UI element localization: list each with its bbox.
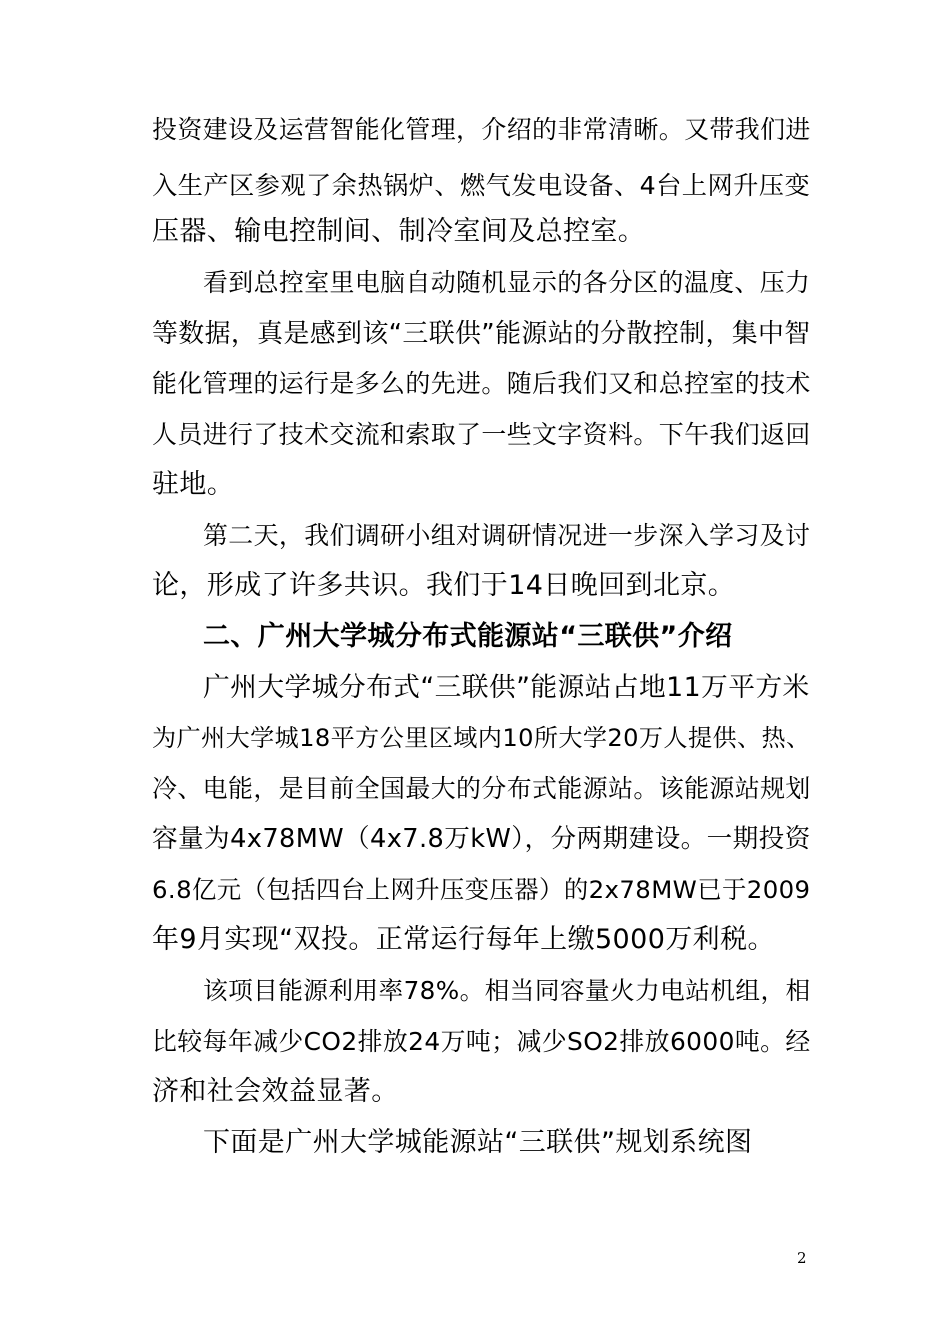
text-line: 论，形成了许多共识。我们于14日晚回到北京。 (152, 570, 736, 601)
page-number: 2 (797, 1249, 807, 1267)
text-line: 压器、输电控制间、制冷室间及总控室。 (152, 216, 646, 247)
text-line: 容量为4x78MW（4x7.8万kW），分两期建设。一期投资 (152, 824, 811, 854)
text-line: 为广州大学城18平方公里区域内10所大学20万人提供、热、 (152, 724, 811, 752)
text-line: 比较每年减少CO2排放24万吨；减少SO2排放6000吨。经 (152, 1027, 811, 1056)
text-line: 该项目能源利用率78%。相当同容量火力电站机组，相 (203, 976, 811, 1005)
text-line: 看到总控室里电脑自动随机显示的各分区的温度、压力 (203, 268, 811, 297)
text-line: 等数据，真是感到该“三联供”能源站的分散控制，集中智 (152, 319, 811, 349)
text-line: 年9月实现“双投。正常运行每年上缴5000万利税。 (152, 924, 775, 955)
text-line: 能化管理的运行是多么的先进。随后我们又和总控室的技术 (152, 369, 811, 398)
text-line: 第二天，我们调研小组对调研情况进一步深入学习及讨 (203, 521, 811, 550)
section-heading: 二、广州大学城分布式能源站“三联供”介绍 (203, 621, 733, 652)
text-line: 广州大学城分布式“三联供”能源站占地11万平方米 (203, 672, 810, 703)
text-line: 人员进行了技术交流和索取了一些文字资料。下午我们返回 (152, 420, 811, 449)
text-line: 入生产区参观了余热锅炉、燃气发电设备、4台上网升压变 (152, 171, 811, 200)
text-line: 驻地。 (152, 469, 235, 500)
text-line: 投资建设及运营智能化管理，介绍的非常清晰。又带我们进 (152, 115, 811, 144)
text-line: 冷、电能，是目前全国最大的分布式能源站。该能源站规划 (152, 774, 811, 803)
text-line: 济和社会效益显著。 (152, 1076, 399, 1107)
text-line: 6.8亿元（包括四台上网升压变压器）的2x78MW已于2009 (152, 875, 811, 904)
text-line: 下面是广州大学城能源站“三联供”规划系统图 (203, 1127, 753, 1158)
